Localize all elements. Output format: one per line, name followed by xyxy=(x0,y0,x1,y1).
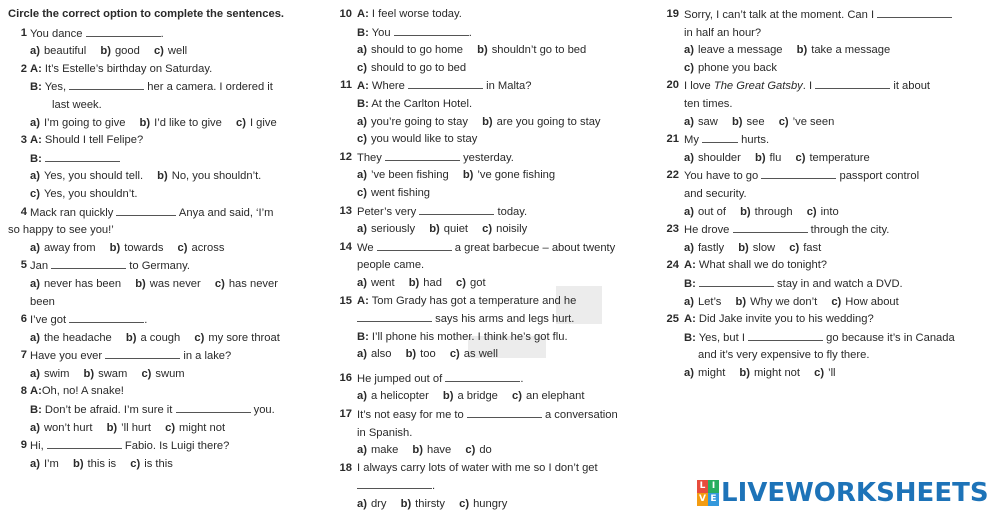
question-number: 12 xyxy=(339,150,352,163)
options xyxy=(662,294,977,312)
option-b[interactable]: b) take a message xyxy=(796,44,891,57)
question-text: Sorry, I can’t talk at the moment. Can I xyxy=(684,9,878,21)
answer-gap[interactable] xyxy=(408,77,483,89)
option-b[interactable]: b) ’ll hurt xyxy=(106,421,151,434)
question-text: Should I tell Felipe? xyxy=(44,134,144,147)
question-24-line xyxy=(662,275,977,294)
question-text: people came. xyxy=(357,259,425,272)
question-number: 18 xyxy=(339,461,352,474)
question-number: 8 xyxy=(20,385,27,398)
options xyxy=(8,115,313,133)
question-9 xyxy=(8,437,313,456)
question-text: You dance xyxy=(30,27,86,40)
options xyxy=(335,221,635,239)
option-a[interactable]: a) shoulder xyxy=(684,151,741,164)
options xyxy=(8,456,313,474)
question-text: Yes, xyxy=(44,81,70,94)
question-number: 22 xyxy=(666,169,679,182)
option-b[interactable]: b) a bridge xyxy=(442,390,498,403)
question-10 xyxy=(335,6,635,24)
question-15-reply xyxy=(335,329,635,347)
answer-gap[interactable] xyxy=(51,257,126,269)
question-text: . xyxy=(520,372,524,385)
option-c[interactable]: c) do xyxy=(465,444,492,457)
option-b[interactable]: b) ’ve gone fishing xyxy=(462,169,556,182)
answer-gap[interactable] xyxy=(86,25,161,37)
question-20 xyxy=(662,77,977,96)
option-c[interactable]: c) swum xyxy=(141,367,185,380)
option-c[interactable]: c) ’ll xyxy=(814,366,836,379)
question-number: 24 xyxy=(666,259,679,272)
option-c[interactable]: c) should to go to bed xyxy=(357,61,467,74)
answer-gap[interactable] xyxy=(377,239,452,251)
answer-gap[interactable] xyxy=(699,275,774,287)
question-text: They xyxy=(357,151,385,164)
question-text: through the city. xyxy=(807,224,890,237)
options xyxy=(335,388,635,406)
options xyxy=(335,167,635,185)
instructions: Circle the correct option to complete the sentences. xyxy=(8,8,285,20)
answer-gap[interactable] xyxy=(47,437,122,449)
speaker-label: A: xyxy=(30,385,42,398)
option-a[interactable]: a) beautiful xyxy=(30,45,87,58)
answer-gap[interactable] xyxy=(419,203,494,215)
question-text: Have you ever xyxy=(30,350,106,363)
speaker-label: B: xyxy=(30,152,42,165)
question-number: 21 xyxy=(666,133,679,146)
question-text: You have to go xyxy=(684,170,762,183)
option-b[interactable]: b) through xyxy=(740,205,793,218)
question-text: her a camera. I ordered it xyxy=(144,81,273,94)
option-b[interactable]: b) was never xyxy=(135,277,201,290)
question-6 xyxy=(8,311,313,330)
option-a[interactable]: a) leave a message xyxy=(684,44,783,57)
question-text: in half an hour? xyxy=(684,26,762,39)
question-text: At the Carlton Hotel. xyxy=(371,97,473,110)
question-text: hurts. xyxy=(738,134,770,147)
question-3 xyxy=(8,132,313,150)
speaker-label: A: xyxy=(30,62,42,75)
question-text: in Malta? xyxy=(482,80,532,93)
option-b[interactable]: b) see xyxy=(731,115,765,128)
question-14 xyxy=(335,239,635,258)
question-text: it about xyxy=(890,80,931,93)
options xyxy=(335,185,635,203)
option-b[interactable]: b) slow xyxy=(738,241,776,254)
option-a[interactable]: a) also xyxy=(357,348,392,361)
question-number: 3 xyxy=(20,134,27,147)
speaker-label: B: xyxy=(30,404,42,417)
speaker-label: B: xyxy=(357,26,369,39)
option-c[interactable]: c) has never xyxy=(214,277,278,290)
logo-icon: L I V E xyxy=(697,480,719,506)
column-right xyxy=(662,6,977,382)
question-text: I feel worse today. xyxy=(371,8,462,20)
liveworksheets-logo xyxy=(697,478,989,508)
question-25-line xyxy=(662,329,977,348)
options xyxy=(335,60,635,78)
answer-gap[interactable] xyxy=(702,131,738,143)
options xyxy=(662,114,977,132)
question-text: . xyxy=(432,480,436,493)
question-number: 2 xyxy=(20,62,27,75)
book-title: The Great Gatsby xyxy=(713,80,803,93)
question-text: Don’t be afraid. I’m sure it xyxy=(44,404,176,417)
options xyxy=(8,186,313,204)
question-1 xyxy=(8,25,313,44)
question-text: today. xyxy=(494,205,528,218)
option-a[interactable]: a) should to go home xyxy=(357,44,464,57)
question-text: Where xyxy=(371,80,408,93)
question-number: 25 xyxy=(666,313,679,326)
question-number: 1 xyxy=(20,26,27,39)
logo-text: LIVEWORKSHEETS xyxy=(721,478,989,508)
options xyxy=(8,366,313,384)
option-a[interactable]: a) ’ve been fishing xyxy=(357,169,449,182)
speaker-label: B: xyxy=(357,97,369,110)
option-a[interactable]: a) make xyxy=(357,444,399,457)
question-21 xyxy=(662,131,977,150)
option-b[interactable]: b) No, you shouldn’t. xyxy=(157,170,262,183)
options xyxy=(662,365,977,383)
option-c[interactable]: c) How about xyxy=(831,295,899,308)
option-a[interactable]: a) fastly xyxy=(684,241,725,254)
option-c[interactable]: c) phone you back xyxy=(684,61,777,74)
option-a[interactable]: a) swim xyxy=(30,367,70,380)
option-c[interactable]: c) an elephant xyxy=(512,390,585,403)
option-b[interactable]: b) shouldn’t go to bed xyxy=(477,44,587,57)
question-text: and security. xyxy=(684,187,747,200)
option-b[interactable]: b) too xyxy=(405,348,436,361)
question-text: You xyxy=(371,26,394,39)
question-text: to Germany. xyxy=(126,260,190,273)
question-10-line xyxy=(335,24,635,43)
question-15-line xyxy=(335,310,635,329)
question-3-line xyxy=(8,150,313,169)
question-text: Yes, but I xyxy=(698,331,749,344)
question-2 xyxy=(8,61,313,79)
question-number: 11 xyxy=(340,79,352,92)
question-18 xyxy=(335,460,635,478)
question-number: 4 xyxy=(20,205,27,218)
answer-gap[interactable] xyxy=(69,311,144,323)
options xyxy=(335,131,635,149)
option-c[interactable]: c) ’ve seen xyxy=(778,115,835,128)
option-b[interactable]: b) good xyxy=(100,45,140,58)
question-text: We xyxy=(357,241,377,254)
option-c[interactable]: c) well xyxy=(153,45,188,58)
options xyxy=(8,43,313,61)
question-7 xyxy=(8,347,313,366)
question-text: Anya and said, ‘I’m xyxy=(176,206,274,219)
question-number: 9 xyxy=(20,439,27,452)
speaker-label: A: xyxy=(684,313,696,326)
option-c[interactable]: c) hungry xyxy=(459,498,508,511)
option-c[interactable]: c) noisily xyxy=(482,223,528,236)
speaker-label: A: xyxy=(357,8,369,20)
answer-gap[interactable] xyxy=(105,347,180,359)
question-text: Oh, no! A snake! xyxy=(41,385,124,398)
answer-gap[interactable] xyxy=(69,78,144,90)
question-number: 10 xyxy=(339,8,352,20)
question-text: I love xyxy=(684,80,714,93)
option-a[interactable]: a) I’m xyxy=(30,457,59,470)
option-a[interactable]: a) won’t hurt xyxy=(30,421,93,434)
question-2-line xyxy=(8,78,313,97)
question-23 xyxy=(662,221,977,240)
question-number: 7 xyxy=(20,349,27,362)
options xyxy=(662,42,977,60)
options xyxy=(8,276,313,294)
question-text: . xyxy=(160,27,164,40)
option-c[interactable]: c) across xyxy=(177,241,225,254)
option-b[interactable]: b) swam xyxy=(83,367,128,380)
options xyxy=(662,150,977,168)
question-text: you. xyxy=(250,404,275,417)
options xyxy=(662,60,977,78)
answer-gap[interactable] xyxy=(45,150,120,162)
question-24 xyxy=(662,257,977,275)
options xyxy=(335,496,635,514)
question-number: 16 xyxy=(339,371,352,384)
question-number: 17 xyxy=(339,408,352,421)
option-c[interactable]: c) might not xyxy=(165,421,226,434)
option-b[interactable]: b) I’d like to give xyxy=(139,116,222,129)
option-c[interactable]: c) got xyxy=(456,276,486,289)
option-c[interactable]: c) went fishing xyxy=(357,186,431,199)
option-b[interactable]: b) this is xyxy=(72,457,117,470)
speaker-label: B: xyxy=(684,331,696,344)
question-number: 23 xyxy=(666,223,679,236)
option-a[interactable]: a) Let’s xyxy=(684,295,722,308)
option-b[interactable]: b) Why we don’t xyxy=(735,295,818,308)
options xyxy=(8,168,313,186)
question-number: 19 xyxy=(666,8,679,20)
speaker-label: A: xyxy=(684,259,696,272)
speaker-label: A: xyxy=(30,134,42,147)
question-text: . xyxy=(144,314,148,327)
option-a[interactable]: a) might xyxy=(684,366,726,379)
question-text: He drove xyxy=(684,224,733,237)
option-a[interactable]: a) out of xyxy=(684,205,726,218)
question-text: ten times. xyxy=(684,97,733,110)
question-text: Tom Grady has got a temperature and he xyxy=(371,294,577,307)
option-b[interactable]: b) might not xyxy=(739,366,801,379)
answer-gap[interactable] xyxy=(761,167,836,179)
option-b[interactable]: b) had xyxy=(408,276,442,289)
answer-gap[interactable] xyxy=(815,77,890,89)
answer-gap[interactable] xyxy=(357,477,432,489)
option-b[interactable]: b) quiet xyxy=(429,223,469,236)
question-18-line xyxy=(335,477,635,496)
question-4 xyxy=(8,204,313,223)
question-text: What shall we do tonight? xyxy=(698,259,828,272)
option-a[interactable]: a) dry xyxy=(357,498,387,511)
option-a[interactable]: a) went xyxy=(357,276,395,289)
question-text: I always carry lots of water with me so I don’t get xyxy=(357,461,598,474)
option-c[interactable]: c) is this xyxy=(130,457,173,470)
options xyxy=(335,346,635,364)
question-text: in a lake? xyxy=(180,350,232,363)
question-text: Peter’s very xyxy=(357,205,420,218)
option-a[interactable]: a) seriously xyxy=(357,223,416,236)
question-text: I’ve got xyxy=(30,314,70,327)
question-15 xyxy=(335,293,635,311)
question-text: I’ll phone his mother. I think he’s got flu. xyxy=(371,330,568,343)
option-a[interactable]: a) you’re going to stay xyxy=(357,115,468,128)
option-continuation: been xyxy=(30,295,55,308)
option-c[interactable]: c) Yes, you shouldn’t. xyxy=(30,187,138,200)
answer-gap[interactable] xyxy=(357,310,432,322)
options xyxy=(662,204,977,222)
question-text: . xyxy=(468,26,472,39)
question-text: yesterday. xyxy=(459,151,514,164)
answer-gap[interactable] xyxy=(385,149,460,161)
question-19 xyxy=(662,6,977,25)
answer-gap[interactable] xyxy=(394,24,469,36)
question-number: 5 xyxy=(20,259,27,272)
question-number: 15 xyxy=(339,294,352,307)
question-text: Did Jake invite you to his wedding? xyxy=(698,313,874,326)
option-b[interactable]: b) are you going to stay xyxy=(482,115,601,128)
options xyxy=(335,442,635,460)
speaker-label: B: xyxy=(357,330,369,343)
answer-gap[interactable] xyxy=(877,6,952,18)
question-5 xyxy=(8,257,313,276)
question-25 xyxy=(662,311,977,329)
options xyxy=(8,330,313,348)
answer-gap[interactable] xyxy=(176,401,251,413)
speaker-label: A: xyxy=(357,80,369,93)
question-text: Hi, xyxy=(30,440,47,453)
answer-gap[interactable] xyxy=(467,406,542,418)
option-a[interactable]: a) saw xyxy=(684,115,718,128)
question-text: It’s Estelle’s birthday on Saturday. xyxy=(44,62,213,75)
question-text: go because it’s in Canada xyxy=(823,331,955,344)
question-text: and it’s very expensive to fly there. xyxy=(698,349,870,362)
question-number: 6 xyxy=(20,313,27,326)
question-22 xyxy=(662,167,977,186)
speaker-label: A: xyxy=(357,294,369,307)
question-number: 20 xyxy=(666,79,679,92)
option-b[interactable]: b) flu xyxy=(754,151,782,164)
options xyxy=(8,420,313,438)
speaker-label: B: xyxy=(684,277,696,290)
question-text: Mack ran quickly xyxy=(30,206,117,219)
column-left xyxy=(8,6,313,473)
question-number: 14 xyxy=(339,240,352,253)
options xyxy=(335,42,635,60)
question-17 xyxy=(335,406,635,425)
question-text: It’s not easy for me to xyxy=(357,409,467,422)
question-text: Fabio. Is Luigi there? xyxy=(121,440,230,453)
question-text: last week. xyxy=(52,98,102,111)
option-b[interactable]: b) towards xyxy=(109,241,164,254)
question-13 xyxy=(335,203,635,222)
option-a[interactable]: a) Yes, you should tell. xyxy=(30,170,144,183)
option-b[interactable]: b) thirsty xyxy=(400,498,446,511)
option-a[interactable]: a) the headache xyxy=(30,331,112,344)
option-a[interactable]: a) never has been xyxy=(30,277,122,290)
answer-gap[interactable] xyxy=(445,370,520,382)
question-text: . I xyxy=(802,80,816,93)
option-c[interactable]: c) my sore throat xyxy=(194,331,280,344)
question-16 xyxy=(335,370,635,389)
question-text: He jumped out of xyxy=(357,372,446,385)
options xyxy=(662,240,977,258)
question-text: stay in and watch a DVD. xyxy=(773,277,903,290)
question-text: so happy to see you!’ xyxy=(8,224,114,237)
question-text: passport control xyxy=(836,170,920,183)
option-a[interactable]: a) a helicopter xyxy=(357,390,429,403)
question-8 xyxy=(8,383,313,401)
question-text: in Spanish. xyxy=(357,426,413,439)
option-c[interactable]: c) fast xyxy=(789,241,822,254)
option-b[interactable]: b) a cough xyxy=(125,331,181,344)
question-text: Jan xyxy=(30,260,52,273)
option-c[interactable]: c) temperature xyxy=(795,151,870,164)
answer-gap[interactable] xyxy=(733,221,808,233)
question-8-line xyxy=(8,401,313,420)
question-11-line xyxy=(335,96,635,114)
option-c[interactable]: c) into xyxy=(806,205,839,218)
options xyxy=(335,114,635,132)
option-c[interactable]: c) I give xyxy=(235,116,277,129)
question-12 xyxy=(335,149,635,168)
option-c[interactable]: c) you would like to stay xyxy=(357,133,478,146)
option-a[interactable]: a) I’m going to give xyxy=(30,116,126,129)
column-middle xyxy=(335,6,635,514)
question-text: a great barbecue – about twenty xyxy=(451,241,616,254)
question-text: says his arms and legs hurt. xyxy=(432,313,575,326)
option-a[interactable]: a) away from xyxy=(30,241,96,254)
options xyxy=(335,275,635,293)
option-c[interactable]: c) as well xyxy=(449,348,498,361)
answer-gap[interactable] xyxy=(116,204,176,216)
speaker-label: B: xyxy=(30,81,42,94)
question-text: My xyxy=(684,134,703,147)
option-b[interactable]: b) have xyxy=(412,444,452,457)
answer-gap[interactable] xyxy=(748,329,823,341)
options xyxy=(8,240,313,258)
question-11 xyxy=(335,77,635,96)
question-number: 13 xyxy=(339,204,352,217)
question-text: a conversation xyxy=(541,409,618,422)
